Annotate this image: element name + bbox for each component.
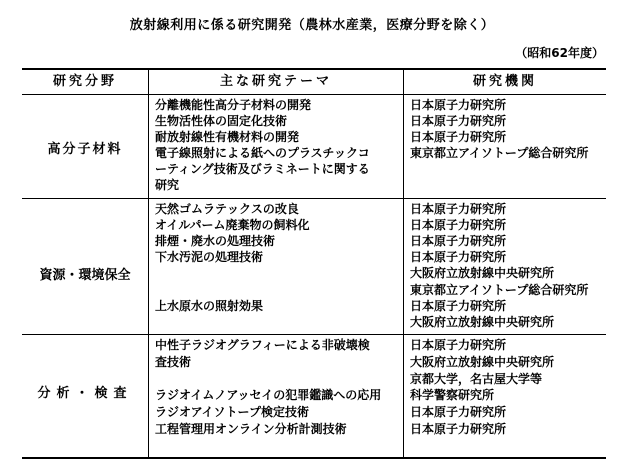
org-item: 京都大学，名古屋大学等	[410, 372, 543, 386]
category-polymer-materials: 高分子材料	[47, 142, 123, 157]
column-divider	[403, 70, 404, 457]
header-divider	[22, 94, 606, 95]
theme-item: 分離機能性高分子材料の開発	[155, 98, 312, 112]
org-item: 日本原子力研究所	[410, 405, 507, 419]
org-item: 東京都立アイソトープ総合研究所	[410, 146, 589, 160]
theme-item: 工程管理用オンライン分析計測技術	[155, 422, 347, 436]
org-item: 日本原子力研究所	[410, 202, 507, 216]
org-item: 大阪府立放射線中央研究所	[410, 315, 555, 329]
theme-item: 耐放射線性有機材料の開発	[155, 130, 300, 144]
org-item: 日本原子力研究所	[410, 338, 507, 352]
theme-item: 上水原水の照射効果	[155, 299, 264, 313]
category-resources-environment: 資源・環境保全	[39, 268, 131, 283]
theme-item: ラジオアイソトープ検定技術	[155, 405, 309, 419]
row-divider	[22, 198, 606, 199]
org-item: 日本原子力研究所	[410, 422, 507, 436]
column-divider	[148, 70, 149, 457]
theme-item: ラジオイムノアッセイの犯罪鑑識への応用	[155, 388, 382, 402]
org-item: 東京都立アイソトープ総合研究所	[410, 283, 589, 297]
org-item: 日本原子力研究所	[410, 130, 507, 144]
theme-item: 排煙・廃水の処理技術	[155, 234, 276, 248]
theme-item: 天然ゴムラテックスの改良	[155, 202, 299, 216]
row-divider	[22, 334, 606, 335]
org-item: 日本原子力研究所	[410, 114, 507, 128]
theme-item: 下水汚泥の処理技術	[155, 250, 264, 264]
org-item: 日本原子力研究所	[410, 299, 507, 313]
theme-item: 研究	[155, 178, 180, 192]
org-item: 大阪府立放射線中央研究所	[410, 266, 555, 280]
org-item: 日本原子力研究所	[410, 98, 507, 112]
org-item: 日本原子力研究所	[410, 218, 507, 232]
theme-item: 中性子ラジオグラフィーによる非破壊検	[155, 338, 370, 352]
research-table	[22, 68, 606, 459]
category-analysis-inspection: 分析・検査	[37, 386, 133, 401]
org-item: 大阪府立放射線中央研究所	[410, 355, 555, 369]
theme-item: 電子線照射による紙へのプラスチックコ	[155, 146, 370, 160]
header-org: 研究機関	[472, 74, 537, 89]
theme-item: ーティング技術及びラミネートに関する	[155, 162, 370, 176]
theme-item: オイルパーム廃棄物の飼料化	[155, 218, 310, 232]
org-item: 日本原子力研究所	[410, 234, 507, 248]
header-theme: 主な研究テーマ	[219, 74, 332, 89]
header-field: 研究分野	[52, 74, 117, 89]
theme-item: 生物活性体の固定化技術	[155, 114, 288, 128]
org-item: 日本原子力研究所	[410, 250, 507, 264]
theme-item: 査技術	[155, 355, 192, 369]
org-item: 科学警察研究所	[410, 388, 495, 402]
document-title: 放射線利用に係る研究開発（農林水産業，医療分野を除く）	[129, 18, 495, 33]
fiscal-year-label: （昭和62年度）	[515, 46, 604, 60]
